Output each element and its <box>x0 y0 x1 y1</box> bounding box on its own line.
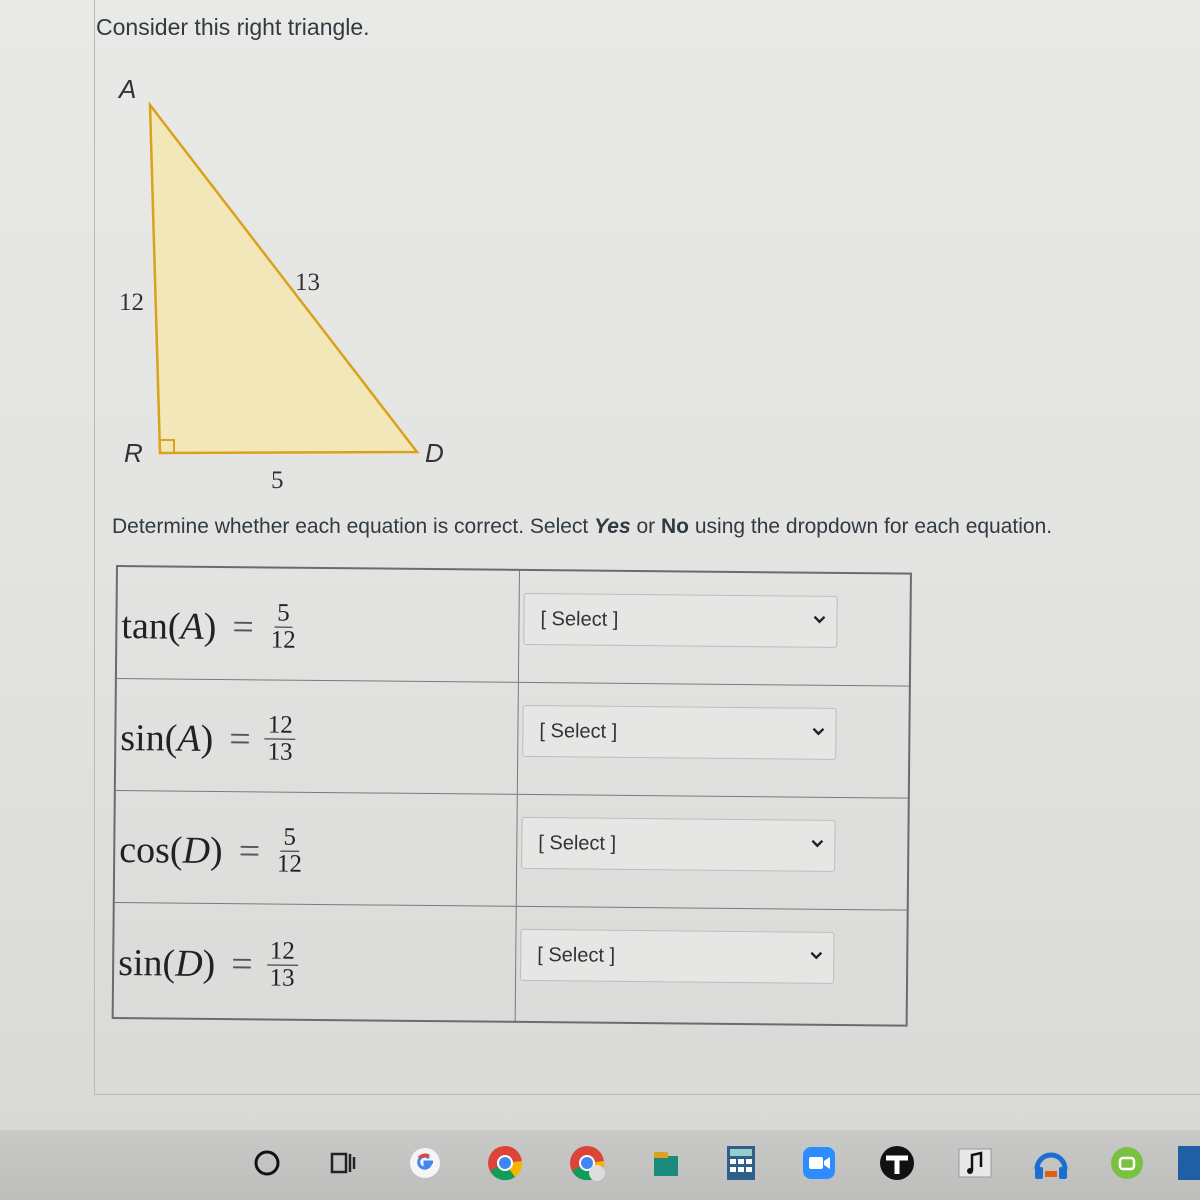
equation-expression: sin(A) <box>120 716 214 760</box>
equation-cell <box>116 679 519 794</box>
instructions-no: No <box>661 515 690 538</box>
headphones-icon[interactable] <box>1030 1142 1072 1184</box>
table-row <box>116 679 909 799</box>
chrome-icon[interactable] <box>484 1142 526 1184</box>
chevron-down-icon <box>810 839 824 849</box>
calculator-icon[interactable] <box>720 1142 762 1184</box>
fraction <box>266 938 298 991</box>
zoom-icon[interactable] <box>798 1142 840 1184</box>
app-t-icon[interactable] <box>876 1142 918 1184</box>
fraction-numerator: 5 <box>280 825 299 852</box>
table-row <box>115 791 908 911</box>
instructions-text <box>112 515 1052 539</box>
chevron-down-icon <box>812 615 826 625</box>
answer-dropdown-3[interactable] <box>521 817 835 872</box>
equation-cell <box>114 903 517 1021</box>
table-row <box>117 567 910 687</box>
equation-expression: sin(D) <box>117 942 216 985</box>
fraction-numerator: 5 <box>274 601 293 628</box>
answer-cell <box>517 795 908 910</box>
vertex-label-a: A <box>119 74 137 104</box>
cortana-icon[interactable] <box>246 1142 288 1184</box>
answer-dropdown-1[interactable] <box>523 593 837 648</box>
equations-table <box>112 565 912 1027</box>
vertex-label-d: D <box>425 438 444 468</box>
instructions-yes: Yes <box>594 515 631 538</box>
instructions-part1: Determine whether each equation is correct. Select <box>112 515 595 538</box>
task-view-icon[interactable] <box>322 1142 364 1184</box>
table-row <box>114 903 907 1025</box>
answer-dropdown-4[interactable] <box>520 929 834 984</box>
equation-expression: tan(A) <box>121 604 217 648</box>
fraction <box>264 712 296 765</box>
side-label-5: 5 <box>271 467 284 494</box>
fraction-denominator: 13 <box>269 963 295 992</box>
answer-dropdown-2[interactable] <box>522 705 836 760</box>
equation-cell <box>117 567 520 682</box>
right-triangle-figure <box>105 70 465 500</box>
equals-sign: = <box>229 717 251 760</box>
dropdown-placeholder: [ Select ] <box>537 944 616 967</box>
app-icon[interactable] <box>646 1142 688 1184</box>
dropdown-placeholder: [ Select ] <box>539 720 618 743</box>
equals-sign: = <box>232 605 255 648</box>
fraction-denominator: 12 <box>270 626 296 654</box>
equation-cell <box>115 791 518 906</box>
equation-expression: cos(D) <box>119 828 223 872</box>
chrome-profile-icon[interactable] <box>566 1142 608 1184</box>
google-icon[interactable] <box>404 1142 446 1184</box>
answer-cell <box>516 907 907 1025</box>
dropdown-placeholder: [ Select ] <box>540 608 619 631</box>
equals-sign: = <box>238 829 261 872</box>
app-green-icon[interactable] <box>1106 1142 1148 1184</box>
triangle-shape <box>150 105 417 453</box>
dropdown-placeholder: [ Select ] <box>538 832 617 855</box>
instructions-part2: or <box>630 515 662 538</box>
music-icon[interactable] <box>954 1142 996 1184</box>
fraction-numerator: 12 <box>265 712 296 739</box>
fraction-denominator: 12 <box>276 850 303 878</box>
chevron-down-icon <box>811 727 825 737</box>
app-edge-icon[interactable] <box>1172 1142 1200 1184</box>
fraction-denominator: 13 <box>267 738 293 766</box>
instructions-part3: using the dropdown for each equation. <box>689 515 1053 538</box>
answer-cell <box>518 683 909 798</box>
fraction <box>274 825 306 878</box>
question-heading: Consider this right triangle. <box>96 14 370 40</box>
windows-taskbar <box>0 1130 1200 1200</box>
side-label-13: 13 <box>295 269 320 296</box>
side-label-12: 12 <box>119 289 144 316</box>
equals-sign: = <box>231 943 253 986</box>
answer-cell <box>519 571 910 686</box>
fraction <box>268 600 300 653</box>
chevron-down-icon <box>809 951 823 961</box>
fraction-numerator: 12 <box>267 938 298 965</box>
vertex-label-r: R <box>124 438 143 468</box>
